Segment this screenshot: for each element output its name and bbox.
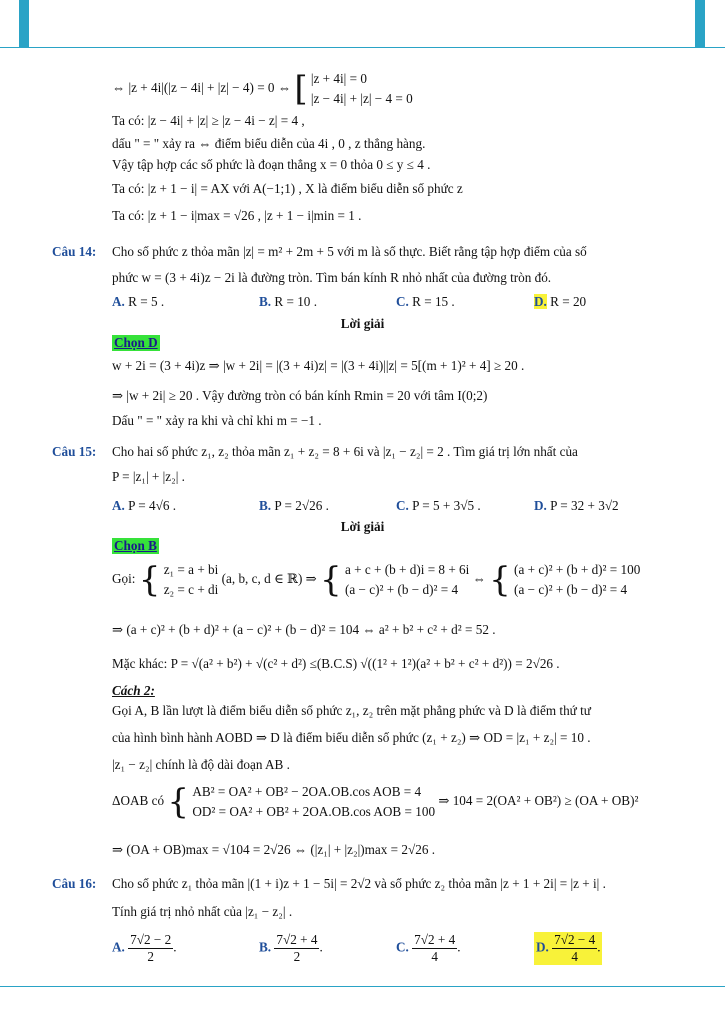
equation-system [164,560,219,600]
numerator: 7√2 − 4 [554,932,596,947]
solution-line: của hình bình hành AOBD ⇒ D là điểm biểu diễn số phức (z₁ + z₂) ⇒ OD = |z₁ + z₂| = 10 . [112,730,591,745]
answer-choice-badge: Chọn B [114,538,157,553]
option-c [396,932,460,965]
solution-line: Vậy tập hợp các số phức là đoạn thẳng x = 0 thỏa 0 ≤ y ≤ 4 . [112,157,431,172]
option-d [534,294,586,310]
solution-line: dấu " = " xảy ra ⇔ điểm biểu diễn của 4i , 0 , z thẳng hàng. [112,136,426,151]
brace: { [489,560,511,600]
system-row: z₁ = a + bi [163,562,219,577]
question-label: Câu 14: [52,244,97,259]
numerator: 7√2 − 2 [130,932,172,947]
numerator: 7√2 + 4 [414,932,456,947]
option-a [112,294,164,310]
system-row: (a − c)² + (b − d)² = 4 [514,582,628,597]
solution-system-line [112,560,640,600]
system-row: z₂ = c + di [163,582,219,597]
option-letter: A. [112,498,125,513]
option-value: R = 10 . [274,294,317,309]
option-letter: A. [112,939,125,955]
option-value: R = 5 . [128,294,165,309]
option-letter: D. [536,939,549,955]
option-d [534,498,619,514]
fraction [412,932,457,965]
option-b [259,498,329,514]
option-a [112,932,176,965]
question-text: phức w = (3 + 4i)z − 2i là đường tròn. Tìm bán kính R nhỏ nhất của đường tròn đó. [112,270,552,285]
option-value: P = 32 + 3√2 [550,498,619,513]
system-row: (a + c)² + (b + d)² = 100 [514,562,641,577]
denominator: 4 [431,949,438,964]
system-text: ⇒ 104 = 2(OA² + OB²) ≥ (OA + OB)² [438,793,639,809]
question-label: Câu 15: [52,444,97,459]
question-text: Cho số phức z₁ thỏa mãn |(1 + i)z + 1 − 5i| = 2√2 và số phức z₂ thỏa mãn |z + 1 + 2i| = |z + i| . [112,876,606,891]
option-letter: B. [259,939,272,955]
option-letter: D. [534,294,547,309]
system-text: (a, b, c, d ∈ ℝ) ⇒ [221,571,317,587]
option-a [112,498,176,514]
brace: { [167,782,190,822]
option-c [396,498,481,514]
option-letter: C. [396,939,409,955]
fraction [128,932,173,965]
option-tail: . [457,939,461,955]
question-text: Tính giá trị nhỏ nhất của |z₁ − z₂| . [112,904,293,919]
question-label: Câu 16: [52,876,97,891]
option-d [534,932,602,965]
solution-line: Gọi A, B lần lượt là điểm biểu diễn số phức z₁, z₂ trên mặt phẳng phức và D là điểm thứ tư [112,703,591,718]
method-heading: Cách 2: [112,683,155,698]
solution-line: ⇒ (a + c)² + (b + d)² + (a − c)² + (b − d)² = 104 ⇔ a² + b² + c² + d² = 52 . [112,622,496,637]
numerator: 7√2 + 4 [276,932,318,947]
option-value: P = 2√26 . [274,498,329,513]
question-text: P = |z₁| + |z₂| . [112,469,185,484]
option-value: R = 20 [550,294,587,309]
solution-title: Lời giải [340,316,385,331]
solution-line: Ta có: |z + 1 − i| = AX với A(−1;1) , X là điểm biểu diễn số phức z [112,181,463,196]
question-text: Cho hai số phức z₁, z₂ thỏa mãn z₁ + z₂ = 8 + 6i và |z₁ − z₂| = 2 . Tìm giá trị lớn nhất của [112,444,578,459]
option-letter: C. [396,498,409,513]
solution-line: Dấu " = " xảy ra khi và chỉ khi m = −1 . [112,413,322,428]
question-text: Cho số phức z thỏa mãn |z| = m² + 2m + 5 với m là số thực. Biết rằng tập hợp điểm của số [112,244,587,259]
answer-highlight [534,932,602,965]
brace: { [320,560,342,600]
option-letter: C. [396,294,409,309]
system-row: OD² = OA² + OB² + 2OA.OB.cos AOB = 100 [192,804,436,819]
fraction [552,932,597,965]
solution-line: |z₁ − z₂| chính là độ dài đoạn AB . [112,757,290,772]
equation-system [514,560,640,600]
option-letter: B. [259,498,272,513]
option-value: P = 4√6 . [128,498,177,513]
solution-line: ⇒ |w + 2i| ≥ 20 . Vậy đường tròn có bán kính Rmin = 20 với tâm I(0;2) [112,388,488,403]
option-tail: . [319,939,323,955]
equation-system [311,69,413,109]
bracket: [ [294,69,308,109]
denominator: 2 [293,949,301,964]
system-text: ⇔ [472,571,486,587]
system-row: |z + 4i| = 0 [310,71,367,86]
system-intro: ΔOAB có [112,793,165,809]
solution-line: Ta có: |z + 1 − i|max = √26 , |z + 1 − i|min = 1 . [112,208,362,223]
solution-line: ⇒ (OA + OB)max = √104 = 2√26 ⇔ (|z₁| + |z₂|)max = 2√26 . [112,842,436,857]
system-intro: Gọi: [112,571,136,587]
option-letter: D. [534,498,547,513]
system-row: AB² = OA² + OB² − 2OA.OB.cos AOB = 4 [192,784,422,799]
system-row: |z − 4i| + |z| − 4 = 0 [310,91,413,106]
equation-text: ⇔ |z + 4i|(|z − 4i| + |z| − 4) = 0 ⇔ [112,80,292,96]
solution-line: Mặc khác: P = √(a² + b²) + √(c² + d²) ≤(B.C.S) √((1² + 1²)(a² + b² + c² + d²)) = 2√26 . [112,656,560,671]
option-tail: . [597,939,601,955]
denominator: 2 [147,949,154,964]
system-row: a + c + (b + d)i = 8 + 6i [344,562,470,577]
option-letter: A. [112,294,125,309]
option-b [259,294,317,310]
brace: { [138,560,161,600]
solution-line [112,69,413,109]
option-letter: B. [259,294,272,309]
answer-choice-badge: Chọn D [114,335,158,350]
option-value: R = 15 . [412,294,455,309]
system-row: (a − c)² + (b − d)² = 4 [344,582,459,597]
solution-system-line [112,782,638,822]
denominator: 4 [571,949,578,964]
fraction [274,932,319,965]
option-tail: . [173,939,177,955]
equation-system [192,782,435,822]
solution-title: Lời giải [340,519,385,534]
method-2-label [112,683,155,699]
option-value: P = 5 + 3√5 . [412,498,481,513]
option-c [396,294,455,310]
solution-line: w + 2i = (3 + 4i)z ⇒ |w + 2i| = |(3 + 4i)z| = |(3 + 4i)||z| = 5[(m + 1)² + 4] ≥ 20 . [112,358,525,373]
solution-line: Ta có: |z − 4i| + |z| ≥ |z − 4i − z| = 4 , [112,113,305,128]
option-b [259,932,323,965]
equation-system [345,560,469,600]
